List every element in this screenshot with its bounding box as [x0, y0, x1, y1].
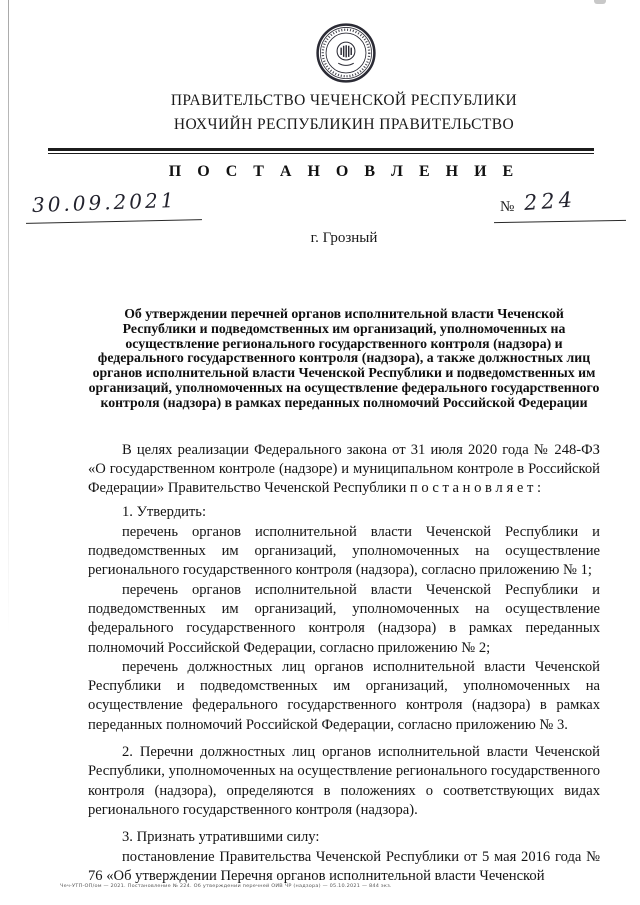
seal-container [0, 0, 640, 84]
paragraph-list-b: перечень органов исполнительной власти Чеченской Республики и подведомственных им организаций, уполномоченных на осуществление федерального государственного контроля (надзора) в рамках переданных полномочий Российской Федерации, согласно приложению № 2; [88, 581, 600, 656]
city-line: г. Грозный [310, 230, 378, 246]
paragraph-list-a: перечень органов исполнительной власти Чеченской Республики и подведомственных им организаций, уполномоченных на осуществление регионального государственного контроля (надзора), согласно приложению № 1; [88, 523, 600, 579]
org-name-chechen: НОХЧИЙН РЕСПУБЛИКИН ПРАВИТЕЛЬСТВО [173, 116, 515, 133]
document-body [88, 441, 600, 887]
handwritten-number: 224 [523, 187, 577, 215]
org-name-russian: ПРАВИТЕЛЬСТВО ЧЕЧЕНСКОЙ РЕСПУБЛИКИ [170, 92, 518, 109]
paragraph-item-2: 2. Перечни должностных лиц органов исполнительной власти Чеченской Республики, уполномоченных на осуществление регионального государственного контроля (надзора), определяются в положениях о соответствующих видах регионального государственного контроля (надзора). [88, 744, 600, 818]
date-underline [26, 219, 202, 224]
document-title: Об утверждении перечней органов исполнительной власти Чеченской Республики и подведомственных им организаций, уполномоченных на осуществление регионального государственного контроля (надзора) и федерального государственного контроля (надзора), а также должностных лиц органов исполнительной власти Чеченской Республики и подведомственных им организаций, уполномоченных на осуществление федерального государственного контроля (надзора) в рамках переданных полномочий Российской Федерации [88, 306, 600, 410]
government-seal-icon [315, 22, 377, 84]
scan-artifact-speck [594, 0, 606, 4]
scan-artifact-line [8, 0, 9, 634]
paragraph-preamble: В целях реализации Федерального закона от 31 июля 2020 года № 248-ФЗ «О государственном контроле (надзоре) и муниципальном контроле в Российской Федерации» Правительство Чеченской Республики п о с т а н о в л я е т : [88, 441, 600, 497]
paragraph-repealed-act: постановление Правительства Чеченской Республики от 5 мая 2016 года № 76 «Об утверждении Перечня органов исполнительной власти Чеченской [88, 848, 600, 884]
number-sign: № [500, 199, 515, 215]
date-number-row [30, 187, 610, 227]
handwritten-date: 30.09.2021 [31, 187, 177, 217]
print-footnote: Чеч-УТП-ОП/ом — 2021. Постановление № 224. Об утверждении перечней ОИВ ЧР (надзора) — 05.10.2021 — 844 экз. [60, 883, 392, 889]
paragraph-item-3: 3. Признать утратившими силу: [122, 829, 320, 846]
paragraph-list-c: перечень должностных лиц органов исполнительной власти Чеченской Республики и подведомственных им организаций, уполномоченных на осуществление федерального государственного контроля (надзора) в рамках переданных полномочий Российской Федерации, согласно приложению № 3. [88, 658, 600, 733]
paragraph-item-1: 1. Утвердить: [122, 504, 207, 521]
header-divider [48, 148, 594, 154]
number-underline [494, 220, 626, 223]
document-type-heading: П О С Т А Н О В Л Е Н И Е [168, 163, 520, 180]
